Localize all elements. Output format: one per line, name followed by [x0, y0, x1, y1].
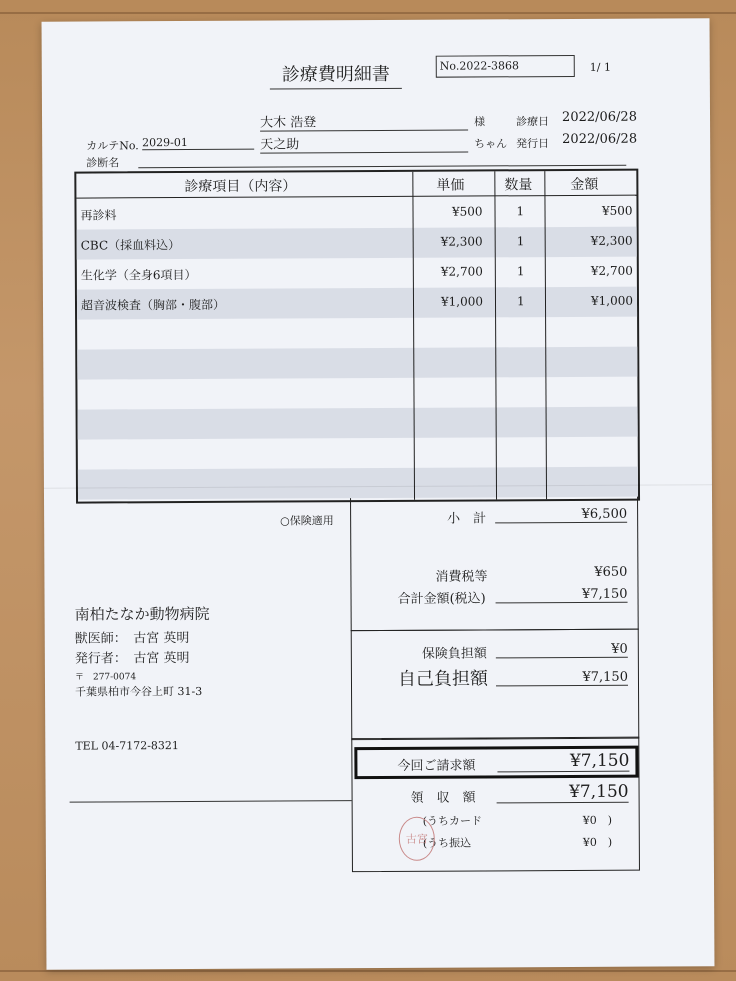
row-qty: 1 [516, 264, 525, 279]
karte-label: カルテNo. [86, 139, 139, 153]
row-unit: ¥2,700 [440, 264, 483, 279]
transfer-label: (うち振込 [422, 836, 472, 850]
row-item: CBC（採血料込） [80, 238, 181, 253]
card-label: (うちカード [422, 814, 483, 828]
billed-label: 今回ご請求額 [397, 758, 476, 774]
exam-date: 2022/06/28 [561, 109, 638, 126]
document-number: No.2022-3868 [436, 55, 575, 78]
row-amount: ¥1,000 [590, 293, 634, 308]
row-qty: 1 [516, 234, 525, 249]
table-row-empty [77, 347, 637, 380]
diagnosis-value [138, 152, 626, 169]
received-label: 領 収 額 [410, 790, 476, 806]
billed-frame [354, 746, 638, 779]
fee-table [74, 169, 640, 504]
clinic-address: 千葉県柏市今谷上町 31-3 [74, 684, 203, 699]
karte-number: 2029-01 [142, 136, 254, 151]
total-value: ¥7,150 [495, 587, 627, 604]
table-row-empty [77, 377, 637, 410]
subtotal-box [350, 497, 639, 632]
subtotal-label: 小 計 [447, 511, 487, 527]
table-row [76, 197, 636, 230]
issue-date: 2022/06/28 [562, 131, 638, 148]
pet-suffix: ちゃん [474, 137, 508, 151]
issue-date-label: 発行日 [516, 137, 550, 151]
owner-name: 大木 浩登 [260, 111, 468, 132]
row-item: 生化学（全身6項目） [80, 267, 197, 283]
table-row [77, 257, 637, 290]
table-row-empty [78, 467, 638, 500]
insurance-label: 保険負担額 [421, 646, 487, 662]
page-indicator: 1/ 1 [589, 60, 612, 74]
row-amount: ¥2,300 [590, 233, 633, 248]
header-unit: 単価 [436, 177, 465, 194]
row-qty: 1 [516, 294, 525, 309]
row-amount: ¥500 [601, 203, 633, 218]
row-amount: ¥2,700 [590, 263, 633, 278]
header-amount: 金額 [570, 176, 599, 193]
received-value: ¥7,150 [497, 782, 629, 804]
self-pay-value: ¥7,150 [496, 670, 628, 687]
row-unit: ¥2,300 [440, 234, 483, 249]
subtotal-value: ¥6,500 [495, 507, 627, 524]
table-row-empty [78, 407, 638, 440]
row-item: 再診料 [80, 208, 117, 223]
clinic-issuer: 発行者： 古宮 英明 [74, 650, 190, 667]
tax-value: ¥650 [594, 564, 628, 580]
diagnosis-label: 診断名 [86, 156, 120, 170]
table-row [77, 287, 637, 320]
header-item: 診療項目（内容） [184, 178, 297, 196]
total-label: 合計金額(税込) [397, 591, 486, 607]
header-qty: 数量 [504, 177, 533, 194]
table-row [77, 227, 637, 260]
table-header [76, 171, 636, 199]
table-row-empty [77, 317, 637, 350]
pet-name: 天之助 [260, 133, 468, 154]
clinic-name: 南柏たなか動物病院 [74, 604, 210, 624]
card-value: ¥0 ) [582, 813, 613, 827]
tax-label: 消費税等 [435, 569, 488, 585]
clinic-vet: 獣医師： 古宮 英明 [74, 630, 190, 647]
insurance-note: ○保険適用 [280, 514, 334, 528]
burden-box [351, 629, 640, 741]
row-qty: 1 [516, 204, 525, 219]
table-row-empty [78, 437, 638, 470]
document-title: 診療費明細書 [270, 60, 402, 90]
self-pay-label: 自己負担額 [397, 668, 489, 690]
owner-suffix: 様 [474, 115, 486, 129]
row-unit: ¥1,000 [440, 294, 484, 309]
personal-seal: 古宮 [399, 817, 435, 861]
billed-value: ¥7,150 [497, 751, 629, 773]
transfer-value: ¥0 ) [582, 835, 613, 849]
clinic-tel: TEL 04-7172-8321 [75, 739, 179, 753]
insurance-value: ¥0 [496, 642, 628, 659]
exam-date-label: 診療日 [516, 115, 550, 129]
row-item: 超音波検査（胸部・腹部） [80, 297, 226, 313]
invoice-sheet [42, 18, 715, 969]
clinic-postal: 〒 277-0074 [74, 672, 137, 683]
payment-box [351, 737, 640, 873]
row-unit: ¥500 [451, 204, 483, 219]
signature-line [70, 800, 352, 802]
